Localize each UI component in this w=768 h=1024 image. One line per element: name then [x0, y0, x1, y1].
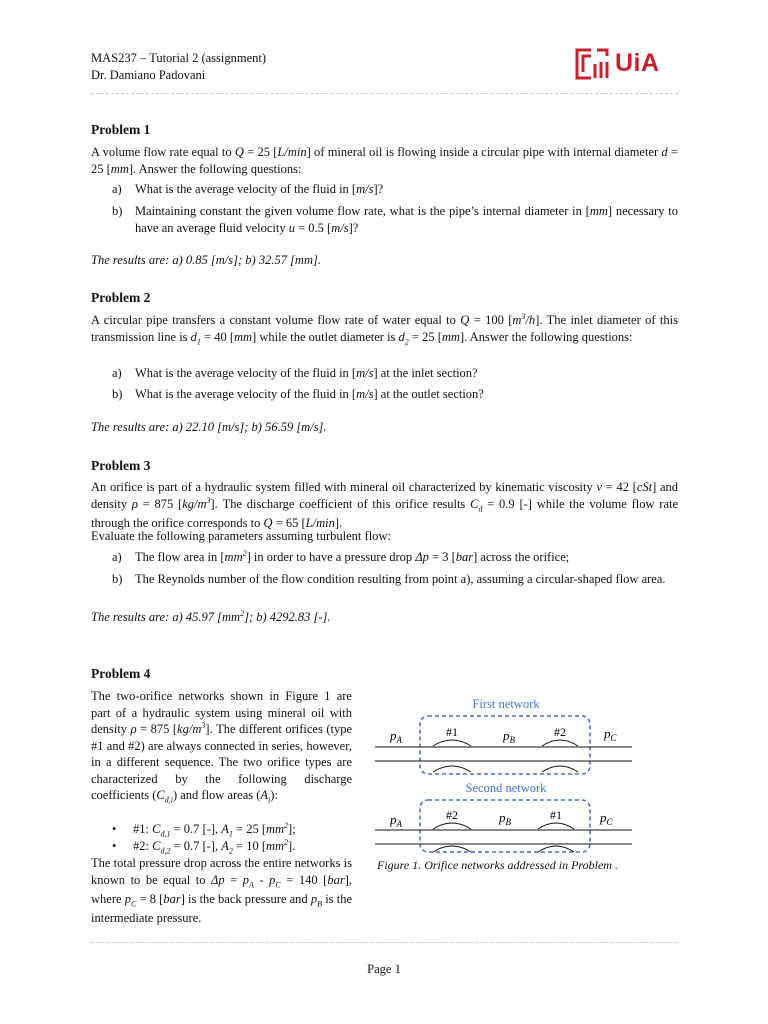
- footer-divider: [91, 942, 678, 943]
- item-text: What is the average velocity of the fluid in [m/s]?: [135, 182, 384, 196]
- problem1-results: The results are: a) 0.85 [m/s]; b) 32.57 [mm].: [91, 253, 321, 267]
- first-pc-label: $p_C$: [604, 726, 617, 743]
- page-number: Page 1: [367, 962, 401, 976]
- problem3-intro: An orifice is part of a hydraulic system filled with mineral oil characterized by kinematic viscosity ν = 42 [cSt] and density ρ = 875 $[kg/m^3]$. The discharge coefficient of this orifice results $C_d = 0.9$ [-] while the volume flow rate through the orifice corresponds to Q = 65 [L/min].: [91, 480, 679, 530]
- first-orifice-right-top: [542, 740, 578, 746]
- header-divider: [91, 93, 678, 94]
- bullet-text: #2: $C_{d,2} = 0.7$ [-], $A_2 = 10$ $[mm^2]$.: [133, 838, 296, 856]
- bullet-text: #1: $C_{d,1} = 0.7$ [-], $A_1 = 25$ $[mm^2]$;: [133, 821, 296, 839]
- second-orifice-right-top: [538, 823, 574, 829]
- document-header: [91, 50, 266, 84]
- problem4-outro: The total pressure drop across the entire networks is known to be equal to $\Delta p = p_A - p_C = 140$ [bar], where $p_C = 8$ [bar] is the back pressure and $p_B$ is the intermediate pressure.: [91, 856, 352, 925]
- first-orifice-left-label: #1: [446, 725, 458, 739]
- item-marker: b): [112, 572, 123, 586]
- second-orifice-left-label: #2: [446, 808, 458, 822]
- problem1-intro: A volume flow rate equal to Q = 25 [L/min] of mineral oil is flowing inside a circular pipe with internal diameter d = 25 [mm]. Answer the following questions:: [91, 145, 678, 176]
- problem3-results: The results are: a) 45.97 $[mm^2]$; b) 4292.83 [-].: [91, 609, 331, 625]
- problem4-title: Problem 4: [91, 666, 151, 681]
- second-pc-label: $p_C$: [600, 810, 613, 827]
- item-marker: a): [112, 366, 122, 380]
- item-marker: b): [112, 204, 123, 218]
- author-name: Dr. Damiano Padovani: [91, 68, 206, 82]
- second-pb-label: $p_B$: [499, 810, 511, 827]
- item-marker: a): [112, 550, 122, 564]
- first-orifice-right-label: #2: [554, 725, 566, 739]
- item-marker: a): [112, 182, 122, 196]
- second-network-label: Second network: [465, 781, 547, 795]
- uia-logo: [571, 44, 681, 84]
- second-orifice-left-top: [433, 823, 471, 829]
- first-network-label: First network: [472, 697, 540, 711]
- uia-logo-icon: [571, 44, 613, 84]
- problem2-intro: A circular pipe transfers a constant volume flow rate of water equal to Q = 100 $[m^3/h]$. The inlet diameter of this transmission line is $d_1 = 40$ [mm] while the outlet diameter is $d_2 = 25$ [mm]. Answer the following questions:: [91, 312, 678, 347]
- problem3-intro2: Evaluate the following parameters assuming turbulent flow:: [91, 529, 391, 543]
- bullet-dot: •: [112, 839, 117, 853]
- item-text: What is the average velocity of the fluid in [m/s] at the outlet section?: [135, 387, 484, 401]
- item-marker: b): [112, 387, 123, 401]
- second-pa-label: $p_A$: [390, 812, 402, 829]
- first-orifice-left-bottom: [433, 766, 471, 772]
- problem2-results: The results are: a) 22.10 [m/s]; b) 56.59 [m/s].: [91, 420, 327, 434]
- problem4-intro: The two-orifice networks shown in Figure 1 are part of a hydraulic system using mineral oil with density ρ = 875 $[kg/m^3]$. The different orifices (type #1 and #2) are always connected in series, however, in a different sequence. The two orifice types are characterized by the following discharge coefficients $(C_{d,i})$ and flow areas $(A_i)$:: [91, 689, 353, 805]
- problem3-title: Problem 3: [91, 458, 151, 473]
- logo-text: UiA: [615, 49, 660, 77]
- orifice-network-figure: [370, 690, 640, 855]
- second-orifice-right-label: #1: [550, 808, 562, 822]
- second-orifice-left-bottom: [433, 846, 471, 852]
- item-text: The flow area in $[mm^2]$ in order to have a pressure drop Δp = 3 [bar] across the orifice;: [135, 549, 570, 565]
- first-pb-label: $p_B$: [503, 728, 515, 745]
- problem1-title: Problem 1: [91, 122, 151, 137]
- bullet-dot: •: [112, 822, 117, 836]
- problem2-title: Problem 2: [91, 290, 151, 305]
- item-text: What is the average velocity of the fluid in [m/s] at the inlet section?: [135, 366, 478, 380]
- first-orifice-right-bottom: [542, 766, 578, 772]
- first-pa-label: $p_A$: [390, 728, 402, 745]
- item-text: Maintaining constant the given volume flow rate, what is the pipe’s internal diameter in [mm] necessary to have an average fluid velocity u = 0.5 [m/s]?: [135, 204, 678, 235]
- first-orifice-left-top: [433, 740, 471, 746]
- course-title: MAS237 – Tutorial 2 (assignment): [91, 51, 267, 65]
- figure-caption: Figure 1. Orifice networks addressed in Problem .: [377, 858, 618, 872]
- second-orifice-right-bottom: [538, 846, 574, 852]
- item-text: The Reynolds number of the flow condition resulting from point a), assuming a circular-shaped flow area.: [135, 572, 666, 586]
